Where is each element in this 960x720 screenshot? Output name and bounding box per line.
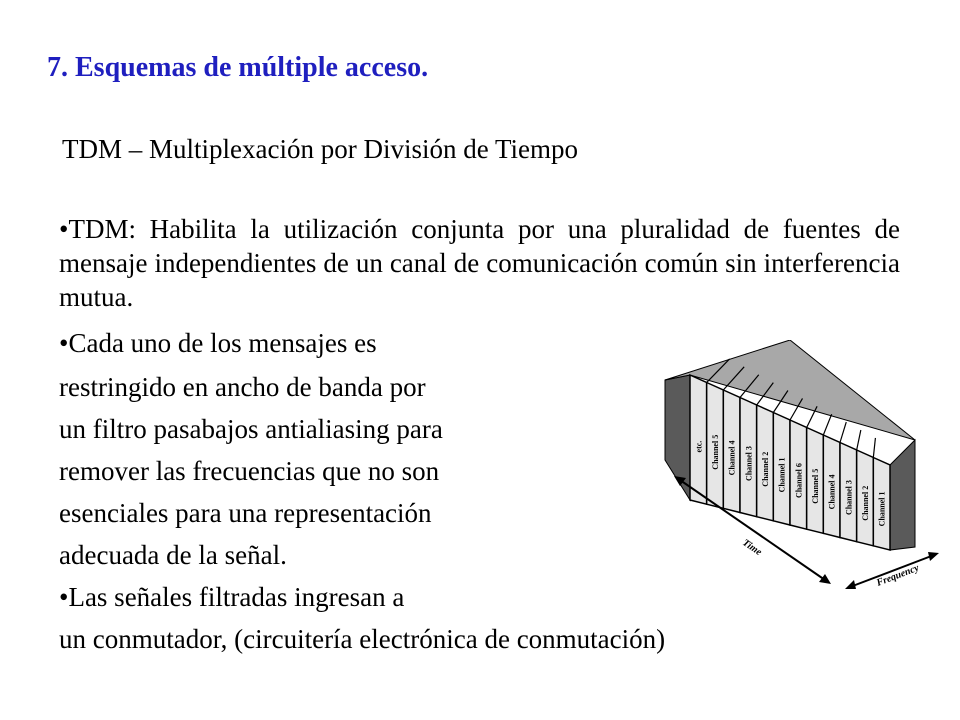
block-side-face [890, 440, 915, 550]
bullet-commutator-line-2: un conmutador, (circuitería electrónica de conmutación) [59, 624, 666, 654]
frequency-arrowhead-end [928, 552, 939, 561]
slide-subtitle: TDM – Multiplexación por División de Tiempo [62, 134, 578, 164]
tdm-channel-diagram [650, 340, 940, 600]
bullet-filter-line-3: un filtro pasabajos antialiasing para [59, 414, 443, 444]
frequency-arrowhead-start [845, 580, 856, 589]
channel-label: Channel 5 [811, 468, 820, 504]
bullet-tdm-definition: •TDM: Habilita la utilización conjunta por una pluralidad de fuentes de mensaje independientes de un canal de comunicación común sin interferencia mutua. [59, 214, 900, 312]
time-arrowhead-end [819, 574, 831, 584]
channel-divider [840, 422, 846, 442]
channel-label: Channel 6 [794, 463, 804, 499]
slide-title: 7. Esquemas de múltiple acceso. [47, 52, 429, 83]
channel-label: etc. [694, 440, 704, 453]
bullet-filter-line-4: remover las frecuencias que no son [59, 456, 440, 486]
channel-label: Channel 3 [744, 446, 754, 482]
frequency-axis-label: Frequency [875, 562, 921, 589]
channel-divider [873, 438, 875, 458]
channel-label: Channel 4 [827, 474, 837, 510]
channel-label: Channel 1 [877, 491, 887, 527]
bullet-filter-line-6: adecuada de la señal. [59, 540, 287, 570]
channel-label: Channel 1 [777, 457, 787, 493]
channel-slice [690, 375, 707, 504]
bullet-filter-line-1: •Cada uno de los mensajes es [59, 328, 377, 358]
bullet-filter-line-2: restringido en ancho de banda por [59, 372, 426, 402]
channel-label: Channel 5 [711, 434, 720, 470]
channel-divider [857, 430, 861, 450]
bullet-commutator-line-1: •Las señales filtradas ingresan a [59, 582, 405, 612]
channel-label: Channel 3 [844, 480, 854, 516]
channel-label: Channel 2 [761, 451, 770, 487]
bullet-filter-line-5: esenciales para una representación [59, 498, 432, 528]
channel-divider [823, 414, 831, 435]
time-axis-label: Time [740, 537, 764, 559]
channel-label: Channel 4 [727, 440, 737, 476]
channel-label: Channel 2 [861, 485, 870, 521]
